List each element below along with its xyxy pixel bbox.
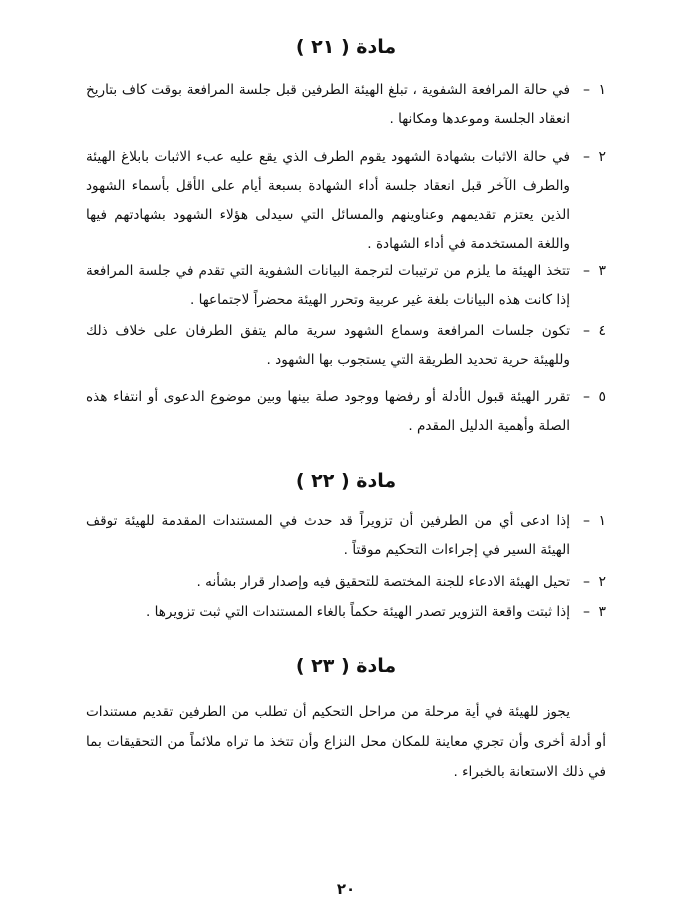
article-21-item-5 — [86, 383, 606, 441]
item-text: في حالة الاثبات بشهادة الشهود يقوم الطرف الذي يقع عليه عبء الاثبات بابلاغ الهيئة والطرف الآخر قبل انعقاد جلسة أداء الشهادة بسبعة أيام على الأقل بأسماء الشهود الذين يعتزم تقديمهم وعناوينهم والمسائل التي سيدلى هؤلاء الشهود بشهادتهم فيها واللغة المستخدمة في أداء الشهادة . — [86, 149, 570, 252]
item-number: ٢ — [598, 149, 606, 165]
article-21-item-2 — [86, 143, 606, 259]
item-number: ٤ — [598, 323, 606, 339]
item-dash: – — [583, 149, 590, 165]
item-number: ١ — [598, 82, 606, 98]
article-23-paragraph: يجوز للهيئة في أية مرحلة من مراحل التحكيم أن تطلب من الطرفين تقديم مستندات أو أدلة أخرى وأن تجري معاينة للمكان محل النزاع وأن تتخذ ما تراه ملائماً من التحقيقات بما في ذلك الاستعانة بالخبراء . — [86, 704, 606, 780]
article-21-item-3 — [86, 257, 606, 315]
item-number: ١ — [598, 513, 606, 529]
item-text: تكون جلسات المرافعة وسماع الشهود سرية مالم يتفق الطرفان على خلاف ذلك وللهيئة حرية تحديد الطريقة التي يستجوب بها الشهود . — [86, 323, 570, 368]
item-dash: – — [583, 82, 590, 98]
item-number: ٥ — [598, 389, 606, 405]
item-dash: – — [583, 513, 590, 529]
item-dash: – — [583, 604, 590, 620]
article-21-item-4 — [86, 317, 606, 375]
item-text: إذا ثبتت واقعة التزوير تصدر الهيئة حكماً بالغاء المستندات التي ثبت تزويرها . — [145, 604, 570, 620]
item-dash: – — [583, 574, 590, 590]
article-21-item-1 — [86, 76, 606, 134]
item-number: ٢ — [598, 574, 606, 590]
item-text: تقرر الهيئة قبول الأدلة أو رفضها ووجود صلة بينها وبين موضوع الدعوى أو انتفاء هذه الصلة وأهمية الدليل المقدم . — [86, 389, 570, 434]
article-22-item-3 — [86, 598, 606, 627]
article-22-item-1 — [86, 507, 606, 565]
page-number: ٢٠ — [336, 880, 356, 898]
article-23-title: مادة ( ٢٣ ) — [295, 655, 397, 677]
item-dash: – — [583, 323, 590, 339]
item-text: إذا ادعى أي من الطرفين أن تزويراً قد حدث في المستندات المقدمة للهيئة توقف الهيئة السير في إجراءات التحكيم موقتاً . — [86, 513, 570, 558]
item-text: تحيل الهيئة الادعاء للجنة المختصة للتحقيق فيه وإصدار قرار بشأنه . — [196, 574, 570, 590]
item-number: ٣ — [598, 263, 606, 279]
item-text: تتخذ الهيئة ما يلزم من ترتيبات لترجمة البيانات الشفوية التي تقدم في جلسة المرافعة إذا كانت هذه البيانات بلغة غير عربية وتحرر الهيئة محضراً لاجتماعها . — [86, 263, 570, 308]
item-number: ٣ — [598, 604, 606, 620]
item-text: في حالة المرافعة الشفوية ، تبلغ الهيئة الطرفين قبل جلسة المرافعة بوقت كاف بتاريخ انعقاد الجلسة وموعدها ومكانها . — [86, 82, 570, 127]
item-dash: – — [583, 263, 590, 279]
article-22-title: مادة ( ٢٢ ) — [295, 470, 397, 492]
article-21-title: مادة ( ٢١ ) — [295, 36, 397, 58]
item-dash: – — [583, 389, 590, 405]
article-22-item-2 — [86, 568, 606, 597]
